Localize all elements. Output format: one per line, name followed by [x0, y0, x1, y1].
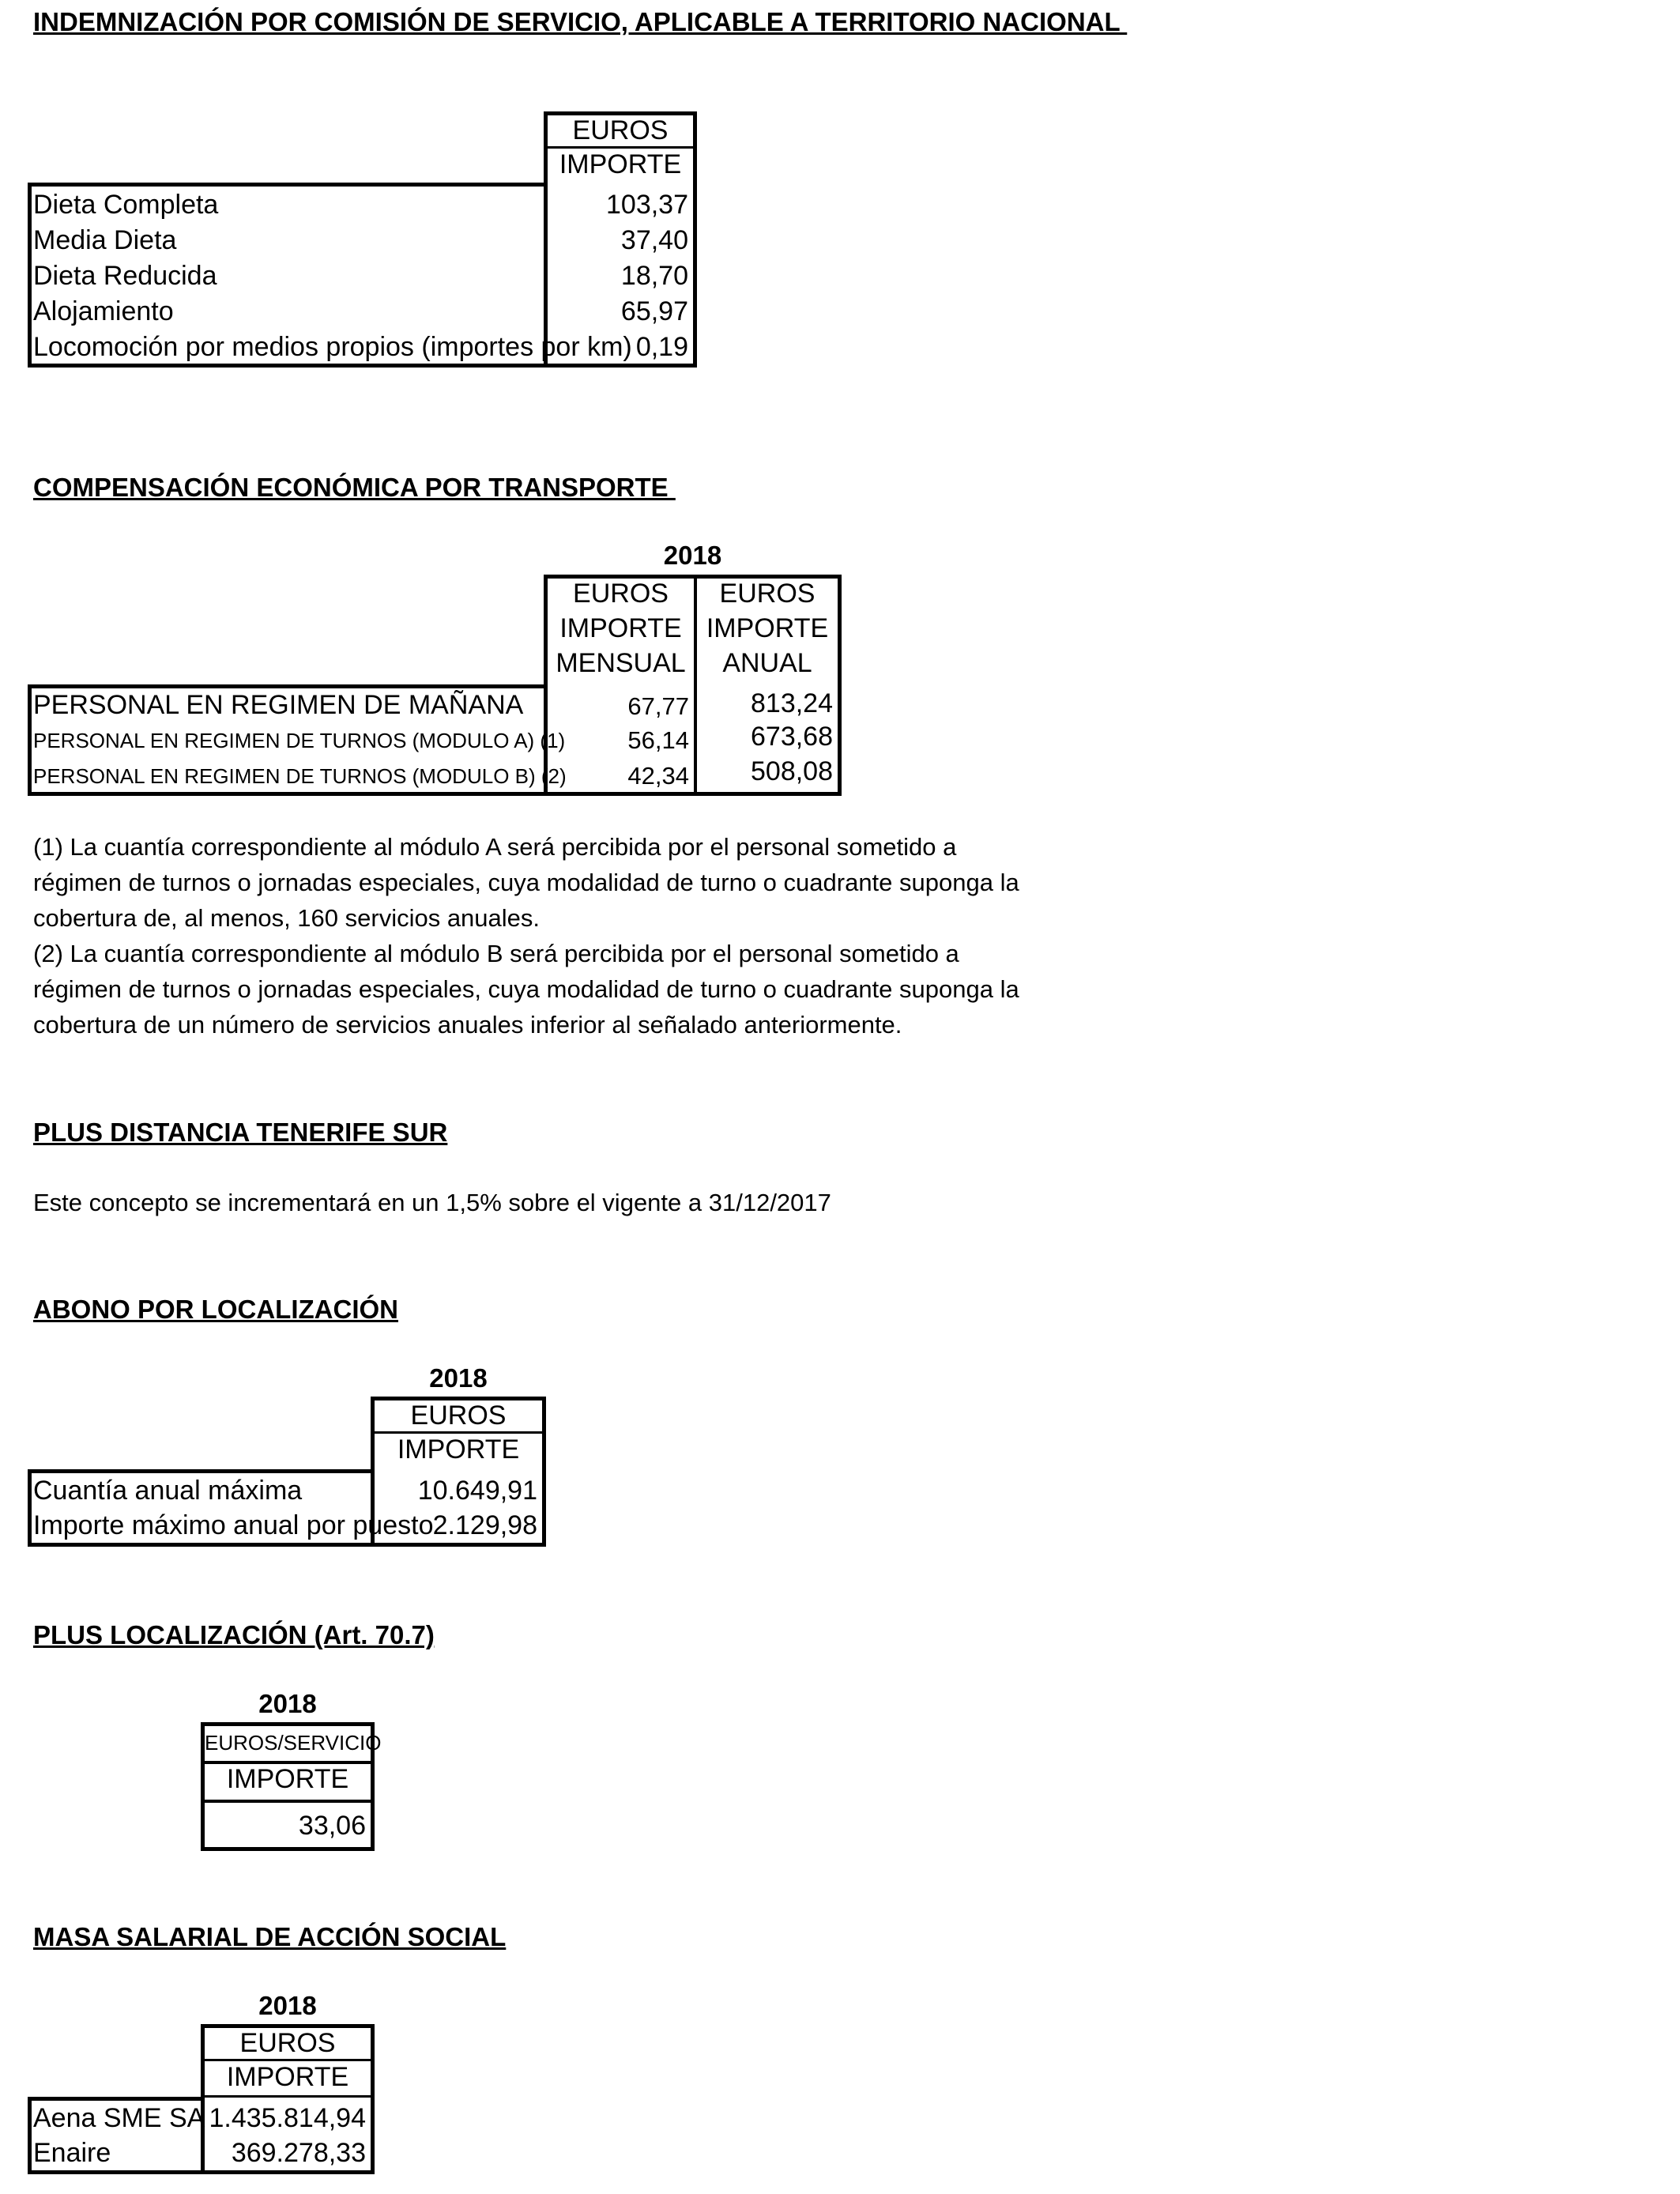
section-title-plus-localizacion: PLUS LOCALIZACIÓN (Art. 70.7) [33, 1620, 435, 1649]
masa-salarial-header-currency: EUROS [239, 2028, 336, 2058]
indemnizacion-header-currency: EUROS [572, 115, 669, 145]
transporte-row-monthly: 56,14 [627, 726, 689, 754]
section-title-transporte: COMPENSACIÓN ECONÓMICA POR TRANSPORTE [33, 473, 676, 502]
indemnizacion-row-value: 65,97 [620, 296, 688, 326]
abono-header-currency: EUROS [410, 1400, 507, 1431]
masa-salarial-row-label: Aena SME SA [33, 2103, 205, 2133]
indemnizacion-row-value: 103,37 [606, 190, 688, 220]
plus-localizacion-header-amount: IMPORTE [226, 1764, 349, 1794]
transporte-row-monthly: 42,34 [627, 762, 689, 790]
transporte-row-monthly: 67,77 [627, 692, 689, 720]
transporte-year: 2018 [663, 541, 722, 570]
transporte-footnote-line: cobertura de un número de servicios anuales inferior al señalado anteriormente. [33, 1011, 902, 1039]
abono-row-label: Cuantía anual máxima [33, 1476, 303, 1506]
indemnizacion-row-label: Alojamiento [33, 296, 174, 326]
transporte-row-label: PERSONAL EN REGIMEN DE TURNOS (MODULO B) (2) [33, 764, 567, 788]
transporte-col2-header-amount: IMPORTE [706, 613, 829, 643]
indemnizacion-row-label: Media Dieta [33, 225, 177, 255]
plus-localizacion-value: 33,06 [298, 1811, 366, 1841]
transporte-row-annual: 813,24 [751, 688, 833, 718]
section-title-indemnizacion: INDEMNIZACIÓN POR COMISIÓN DE SERVICIO, APLICABLE A TERRITORIO NACIONAL [33, 7, 1128, 36]
transporte-col1-header-period: MENSUAL [556, 648, 686, 678]
plus-localizacion-divider-2 [202, 1800, 373, 1803]
indemnizacion-row-label: Dieta Reducida [33, 261, 217, 291]
indemnizacion-row-label: Locomoción por medios propios (importes por km) [33, 332, 632, 362]
transporte-col2-header-period: ANUAL [722, 648, 812, 678]
plus-localizacion-header-currency: EUROS/SERVICIO [205, 1731, 382, 1755]
masa-salarial-row-label: Enaire [33, 2138, 111, 2168]
plus-localizacion-year: 2018 [258, 1689, 317, 1718]
transporte-row-label: PERSONAL EN REGIMEN DE TURNOS (MODULO A) (1) [33, 729, 566, 752]
abono-row-value: 10.649,91 [417, 1476, 537, 1506]
transporte-footnote-line: (2) La cuantía correspondiente al módulo B será percibida por el personal sometido a [33, 940, 959, 967]
masa-salarial-row-value: 1.435.814,94 [209, 2103, 366, 2133]
indemnizacion-header-amount: IMPORTE [559, 149, 682, 179]
section-title-masa-salarial: MASA SALARIAL DE ACCIÓN SOCIAL [33, 1922, 507, 1951]
transporte-footnote-line: (1) La cuantía correspondiente al módulo A será percibida por el personal sometido a [33, 833, 957, 861]
masa-salarial-year: 2018 [258, 1991, 317, 2020]
transporte-col2-header-currency: EUROS [719, 579, 816, 609]
section-title-abono-localizacion: ABONO POR LOCALIZACIÓN [33, 1295, 398, 1324]
indemnizacion-row-value: 18,70 [620, 261, 688, 291]
masa-salarial-header-bottom [202, 2095, 373, 2098]
transporte-col1-header-amount: IMPORTE [559, 613, 682, 643]
masa-salarial-row-value: 369.278,33 [231, 2138, 366, 2168]
section-title-plus-distancia: PLUS DISTANCIA TENERIFE SUR [33, 1118, 448, 1147]
indemnizacion-row-value: 37,40 [620, 225, 688, 255]
transporte-row-annual: 673,68 [751, 722, 833, 752]
abono-year: 2018 [429, 1363, 488, 1393]
transporte-footnote-line: cobertura de, al menos, 160 servicios anuales. [33, 904, 541, 932]
abono-header-amount: IMPORTE [397, 1434, 520, 1465]
plus-distancia-text: Este concepto se incrementará en un 1,5% sobre el vigente a 31/12/2017 [33, 1189, 831, 1216]
transporte-col1-header-currency: EUROS [573, 579, 669, 609]
transporte-footnote-line: régimen de turnos o jornadas especiales, cuya modalidad de turno o cuadrante suponga la [33, 869, 1019, 896]
abono-row-value: 2.129,98 [432, 1510, 537, 1540]
transporte-row-label: PERSONAL EN REGIMEN DE MAÑANA [33, 690, 524, 720]
indemnizacion-row-label: Dieta Completa [33, 190, 219, 220]
indemnizacion-row-value: 0,19 [635, 332, 688, 362]
transporte-footnote-line: régimen de turnos o jornadas especiales, cuya modalidad de turno o cuadrante suponga la [33, 975, 1019, 1003]
abono-row-label: Importe máximo anual por puesto [33, 1510, 434, 1540]
transporte-row-annual: 508,08 [751, 756, 833, 786]
masa-salarial-header-amount: IMPORTE [226, 2062, 349, 2092]
